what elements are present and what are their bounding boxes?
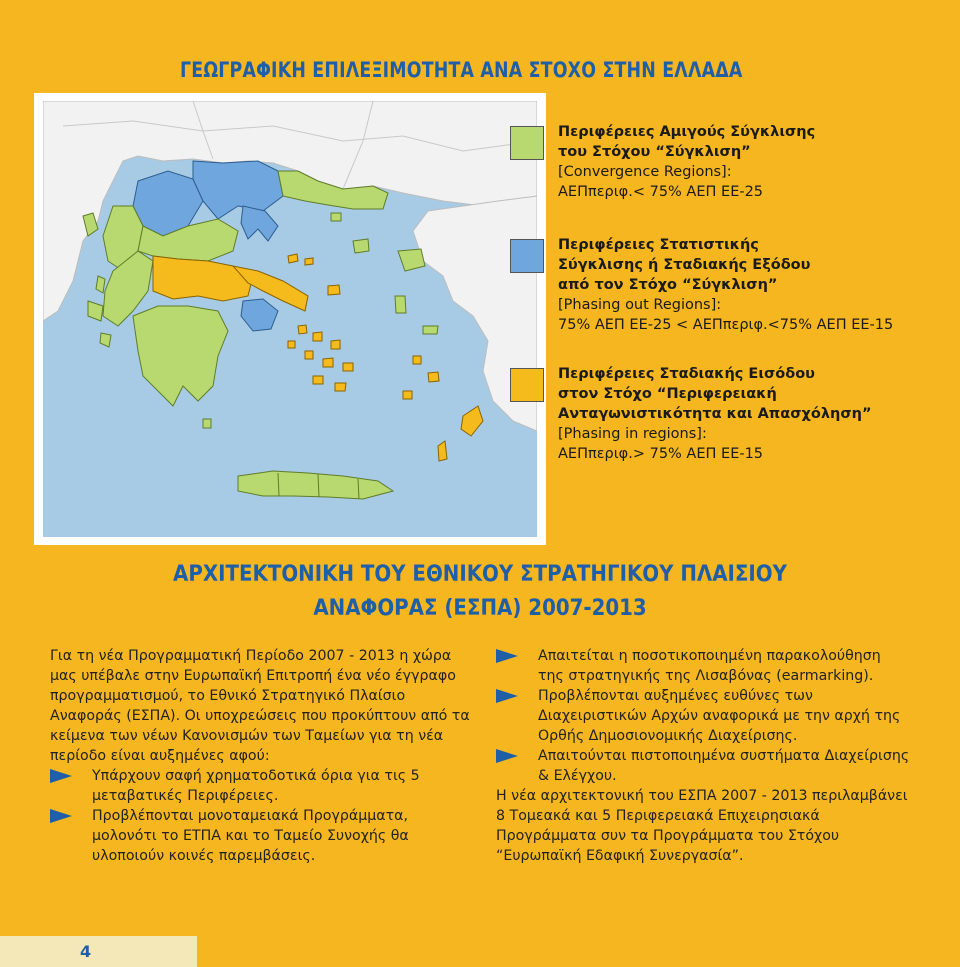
region-rhodes — [461, 406, 483, 436]
bullet-item — [496, 646, 911, 686]
region-thasos — [331, 213, 341, 221]
closing-paragraph: Η νέα αρχιτεκτονική του ΕΣΠΑ 2007 - 2013 περιλαμβάνει 8 Τομεακά και 5 Περιφερειακά Επιχειρησιακά Προγράμματα συν τα Προγράμματα του Στόχου “Ευρωπαϊκή Εδαφική Συνεργασία”. — [496, 788, 908, 864]
region-cyclades-4 — [305, 351, 313, 359]
page-number-box — [0, 936, 197, 967]
region-cyclades-2 — [313, 332, 322, 341]
legend-swatch-convergence — [510, 126, 544, 160]
section-title-line-2: ΑΝΑΦΟΡΑΣ (ΕΣΠΑ) 2007-2013 — [313, 596, 647, 621]
legend-english-label: [Phasing in regions]: — [558, 426, 707, 442]
bullet-item — [496, 746, 911, 786]
legend-title: Περιφέρειες Αμιγούς Σύγκλισης του Στόχου “Σύγκλιση” — [558, 124, 816, 160]
legend-rule: ΑΕΠπεριφ.< 75% ΑΕΠ ΕΕ-25 — [558, 184, 764, 200]
region-peloponnese — [133, 306, 228, 406]
region-dodecanese-2 — [428, 372, 439, 382]
region-cyclades-7 — [313, 376, 323, 384]
region-sporades-2 — [305, 258, 313, 265]
region-samos — [423, 326, 438, 334]
region-cyclades-1 — [298, 325, 307, 334]
arrow-bullet-icon — [50, 769, 72, 783]
section-title-line-1: ΑΡΧΙΤΕΚΤΟΝΙΚΗ ΤΟΥ ΕΘΝΙΚΟΥ ΣΤΡΑΤΗΓΙΚΟΥ ΠΛΑΙΣΙΟΥ — [173, 562, 787, 587]
left-column — [50, 646, 472, 866]
region-chios — [395, 296, 406, 313]
region-chalkidiki — [241, 206, 278, 241]
bullet-text: Υπάρχουν σαφή χρηματοδοτικά όρια για τις 5 μεταβατικές Περιφέρειες. — [92, 768, 420, 804]
region-lefkada — [96, 276, 105, 293]
arrow-bullet-icon — [496, 749, 518, 763]
region-kefalonia — [88, 301, 103, 321]
region-dodecanese-1 — [413, 356, 421, 364]
legend-title: Περιφέρειες Σταδιακής Εισόδου στον Στόχο “Περιφερειακή Ανταγωνιστικότητα και Απασχόληση” — [558, 366, 872, 422]
page-number: 4 — [80, 942, 92, 961]
greece-eligibility-map — [43, 101, 537, 537]
region-kythira — [203, 419, 211, 428]
bullet-text: Απαιτούνται πιστοποιημένα συστήματα Διαχείρισης & Ελέγχου. — [538, 748, 910, 784]
region-cyclades-9 — [288, 341, 295, 348]
legend-title: Περιφέρειες Στατιστικής Σύγκλισης ή Σταδιακής Εξόδου από τον Στόχο “Σύγκλιση” — [558, 237, 811, 293]
region-cyclades-6 — [343, 363, 353, 371]
region-attica — [241, 299, 278, 331]
region-dodecanese-3 — [403, 391, 412, 399]
legend-rule: 75% ΑΕΠ ΕΕ-25 < ΑΕΠπεριφ.<75% ΑΕΠ ΕΕ-15 — [558, 317, 894, 333]
legend-rule: ΑΕΠπεριφ.> 75% ΑΕΠ ΕΕ-15 — [558, 446, 764, 462]
legend-english-label: [Phasing out Regions]: — [558, 297, 722, 313]
right-column — [496, 646, 911, 866]
region-lesvos — [398, 249, 425, 271]
bullet-item — [50, 766, 472, 806]
arrow-bullet-icon — [50, 809, 72, 823]
region-cyclades-5 — [323, 358, 333, 367]
map-frame — [34, 93, 546, 545]
region-karpathos — [438, 441, 447, 461]
region-central-macedonia — [193, 161, 283, 219]
region-zakynthos — [100, 333, 111, 347]
intro-paragraph: Για τη νέα Προγραμματική Περίοδο 2007 - 2013 η χώρα μας υπέβαλε στην Ευρωπαϊκή Επιτροπή ένα νέο έγγραφο προγραμματισμού, το Εθνικό Στρατηγικό Πλαίσιο Αναφοράς (ΕΣΠΑ). Οι υποχρεώσεις που προκύπτουν από τα κείμενα των νέων Κανονισμών των Ταμείων για τη νέα περίοδο είναι αυξημένες αφού: — [50, 648, 470, 764]
legend-swatch-phasing-in — [510, 368, 544, 402]
bullet-text: Προβλέπονται μονοταμειακά Προγράμματα, μολονότι το ΕΤΠΑ και το Ταμείο Συνοχής θα υλοποιούν κοινές παρεμβάσεις. — [92, 808, 409, 864]
arrow-bullet-icon — [496, 689, 518, 703]
legend-swatch-phasing-out — [510, 239, 544, 273]
legend-english-label: [Convergence Regions]: — [558, 164, 732, 180]
bullet-text: Απαιτείται η ποσοτικοποιημένη παρακολούθηση της στρατηγικής της Λισαβόνας (earmarking). — [538, 648, 881, 684]
region-cyclades-8 — [335, 383, 346, 391]
bullet-item — [496, 686, 911, 746]
bullet-text: Προβλέπονται αυξημένες ευθύνες των Διαχειριστικών Αρχών αναφορικά με την αρχή της Ορθής Δημοσιονομικής Διαχείρισης. — [538, 688, 901, 744]
bullet-item — [50, 806, 472, 866]
page-title: ΓΕΩΓΡΑΦΙΚΗ ΕΠΙΛΕΞΙΜΟΤΗΤΑ ΑΝΑ ΣΤΟΧΟ ΣΤΗΝ ΕΛΛΑΔΑ — [180, 58, 743, 82]
region-limnos — [353, 239, 369, 253]
map-svg — [43, 101, 537, 537]
region-crete — [238, 471, 393, 499]
region-sporades-1 — [288, 254, 298, 263]
region-sterea-ellada — [153, 256, 253, 301]
region-skyros — [328, 285, 340, 295]
region-cyclades-3 — [331, 340, 340, 349]
arrow-bullet-icon — [496, 649, 518, 663]
